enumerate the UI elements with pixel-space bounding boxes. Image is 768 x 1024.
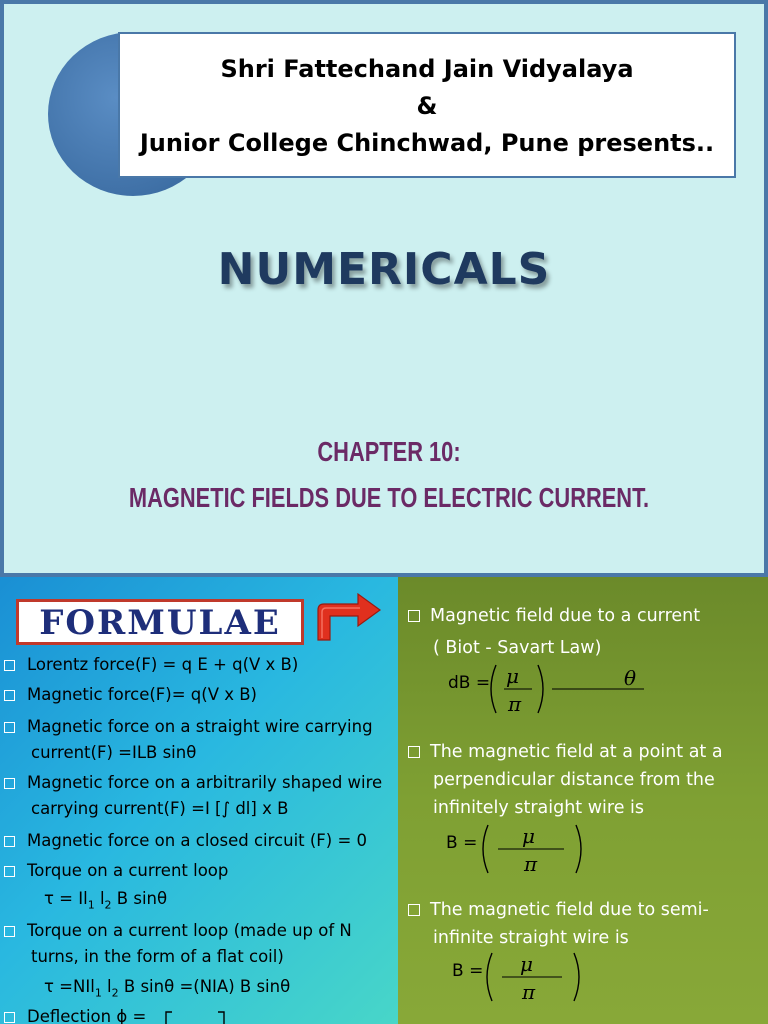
eq2-fraction [478, 821, 588, 877]
chapter-number: CHAPTER 10: [317, 436, 461, 467]
eq3-fraction [482, 949, 586, 1005]
eq2-mu: μ [522, 824, 535, 848]
checkbox-bullet-icon [4, 660, 15, 671]
eq3-mu: μ [520, 952, 533, 976]
formulae-banner: FORMULAE [16, 599, 304, 645]
checkbox-bullet-icon [4, 866, 15, 877]
formula-torque-eq: $\tau = Il_1$ $l_2$ B sinθ [44, 889, 168, 912]
eq3-lhs: B = [452, 961, 484, 981]
eq1-lhs: dB = [448, 673, 491, 693]
semi-infinite-line-2: infinite straight wire is [433, 928, 629, 948]
eq1-mu: μ [506, 664, 519, 688]
formula-torque-coil-cont: turns, in the form of a flat coil) [31, 947, 284, 966]
infinite-wire-heading: The magnetic field at a point at a [408, 738, 768, 766]
checkbox-bullet-icon [4, 836, 15, 847]
eq3-pi: π [522, 980, 536, 1004]
formula-magnetic-force: Magnetic force(F)= q(V x B) [0, 681, 398, 709]
eq1-pi: π [508, 692, 522, 716]
chapter-name: MAGNETIC FIELDS DUE TO ELECTRIC CURRENT. [128, 482, 650, 513]
checkbox-bullet-icon [408, 904, 420, 916]
semi-infinite-heading: The magnetic field due to semi- [408, 896, 768, 924]
svg-text:θ: θ [624, 666, 637, 690]
biot-savart-law: ( Biot - Savart Law) [433, 638, 602, 658]
header-line-1: Shri Fattechand Jain Vidyalaya [220, 55, 634, 83]
header-line-2: & [416, 92, 438, 120]
checkbox-bullet-icon [4, 778, 15, 789]
checkbox-bullet-icon [4, 1012, 15, 1023]
formula-closed-circuit: Magnetic force on a closed circuit (F) = 0 [0, 827, 398, 855]
checkbox-bullet-icon [4, 690, 15, 701]
eq1-theta [622, 665, 646, 693]
bracket-icon [160, 1008, 230, 1024]
formula-torque-coil: Torque on a current loop (made up of N [0, 917, 398, 945]
infinite-wire-line-3: infinitely straight wire is [433, 798, 645, 818]
formula-straight-wire: Magnetic force on a straight wire carrying [0, 713, 398, 741]
formula-deflection: Deflection ϕ = [0, 1003, 398, 1024]
checkbox-bullet-icon [408, 610, 420, 622]
header-line-3: Junior College Chinchwad, Pune presents.. [139, 129, 715, 157]
checkbox-bullet-icon [4, 926, 15, 937]
formula-torque: Torque on a current loop [0, 857, 398, 885]
formula-torque-coil-eq: τ =NIl$_1$ $l_2$ B sinθ =(NIA) B sinθ [44, 977, 291, 1000]
biot-savart-heading: Magnetic field due to a current [408, 602, 768, 630]
school-header [118, 32, 736, 178]
formula-straight-wire-cont: current(F) =ILB sinθ [31, 743, 197, 762]
eq2-lhs: B = [446, 833, 478, 853]
checkbox-bullet-icon [408, 746, 420, 758]
magnetic-field-panel [398, 577, 768, 1024]
checkbox-bullet-icon [4, 722, 15, 733]
formula-arbitrary-wire: Magnetic force on a arbitrarily shaped wire [0, 769, 398, 797]
formula-lorentz: Lorentz force(F) = q E + q(V x B) [0, 651, 398, 679]
infinite-wire-line-2: perpendicular distance from the [433, 770, 715, 790]
formula-arbitrary-wire-cont: carrying current(F) =I [∫ dl] x B [31, 799, 289, 818]
slide-title: NUMERICALS [217, 244, 551, 295]
eq2-pi: π [524, 852, 538, 876]
red-arrow-icon [312, 588, 384, 648]
